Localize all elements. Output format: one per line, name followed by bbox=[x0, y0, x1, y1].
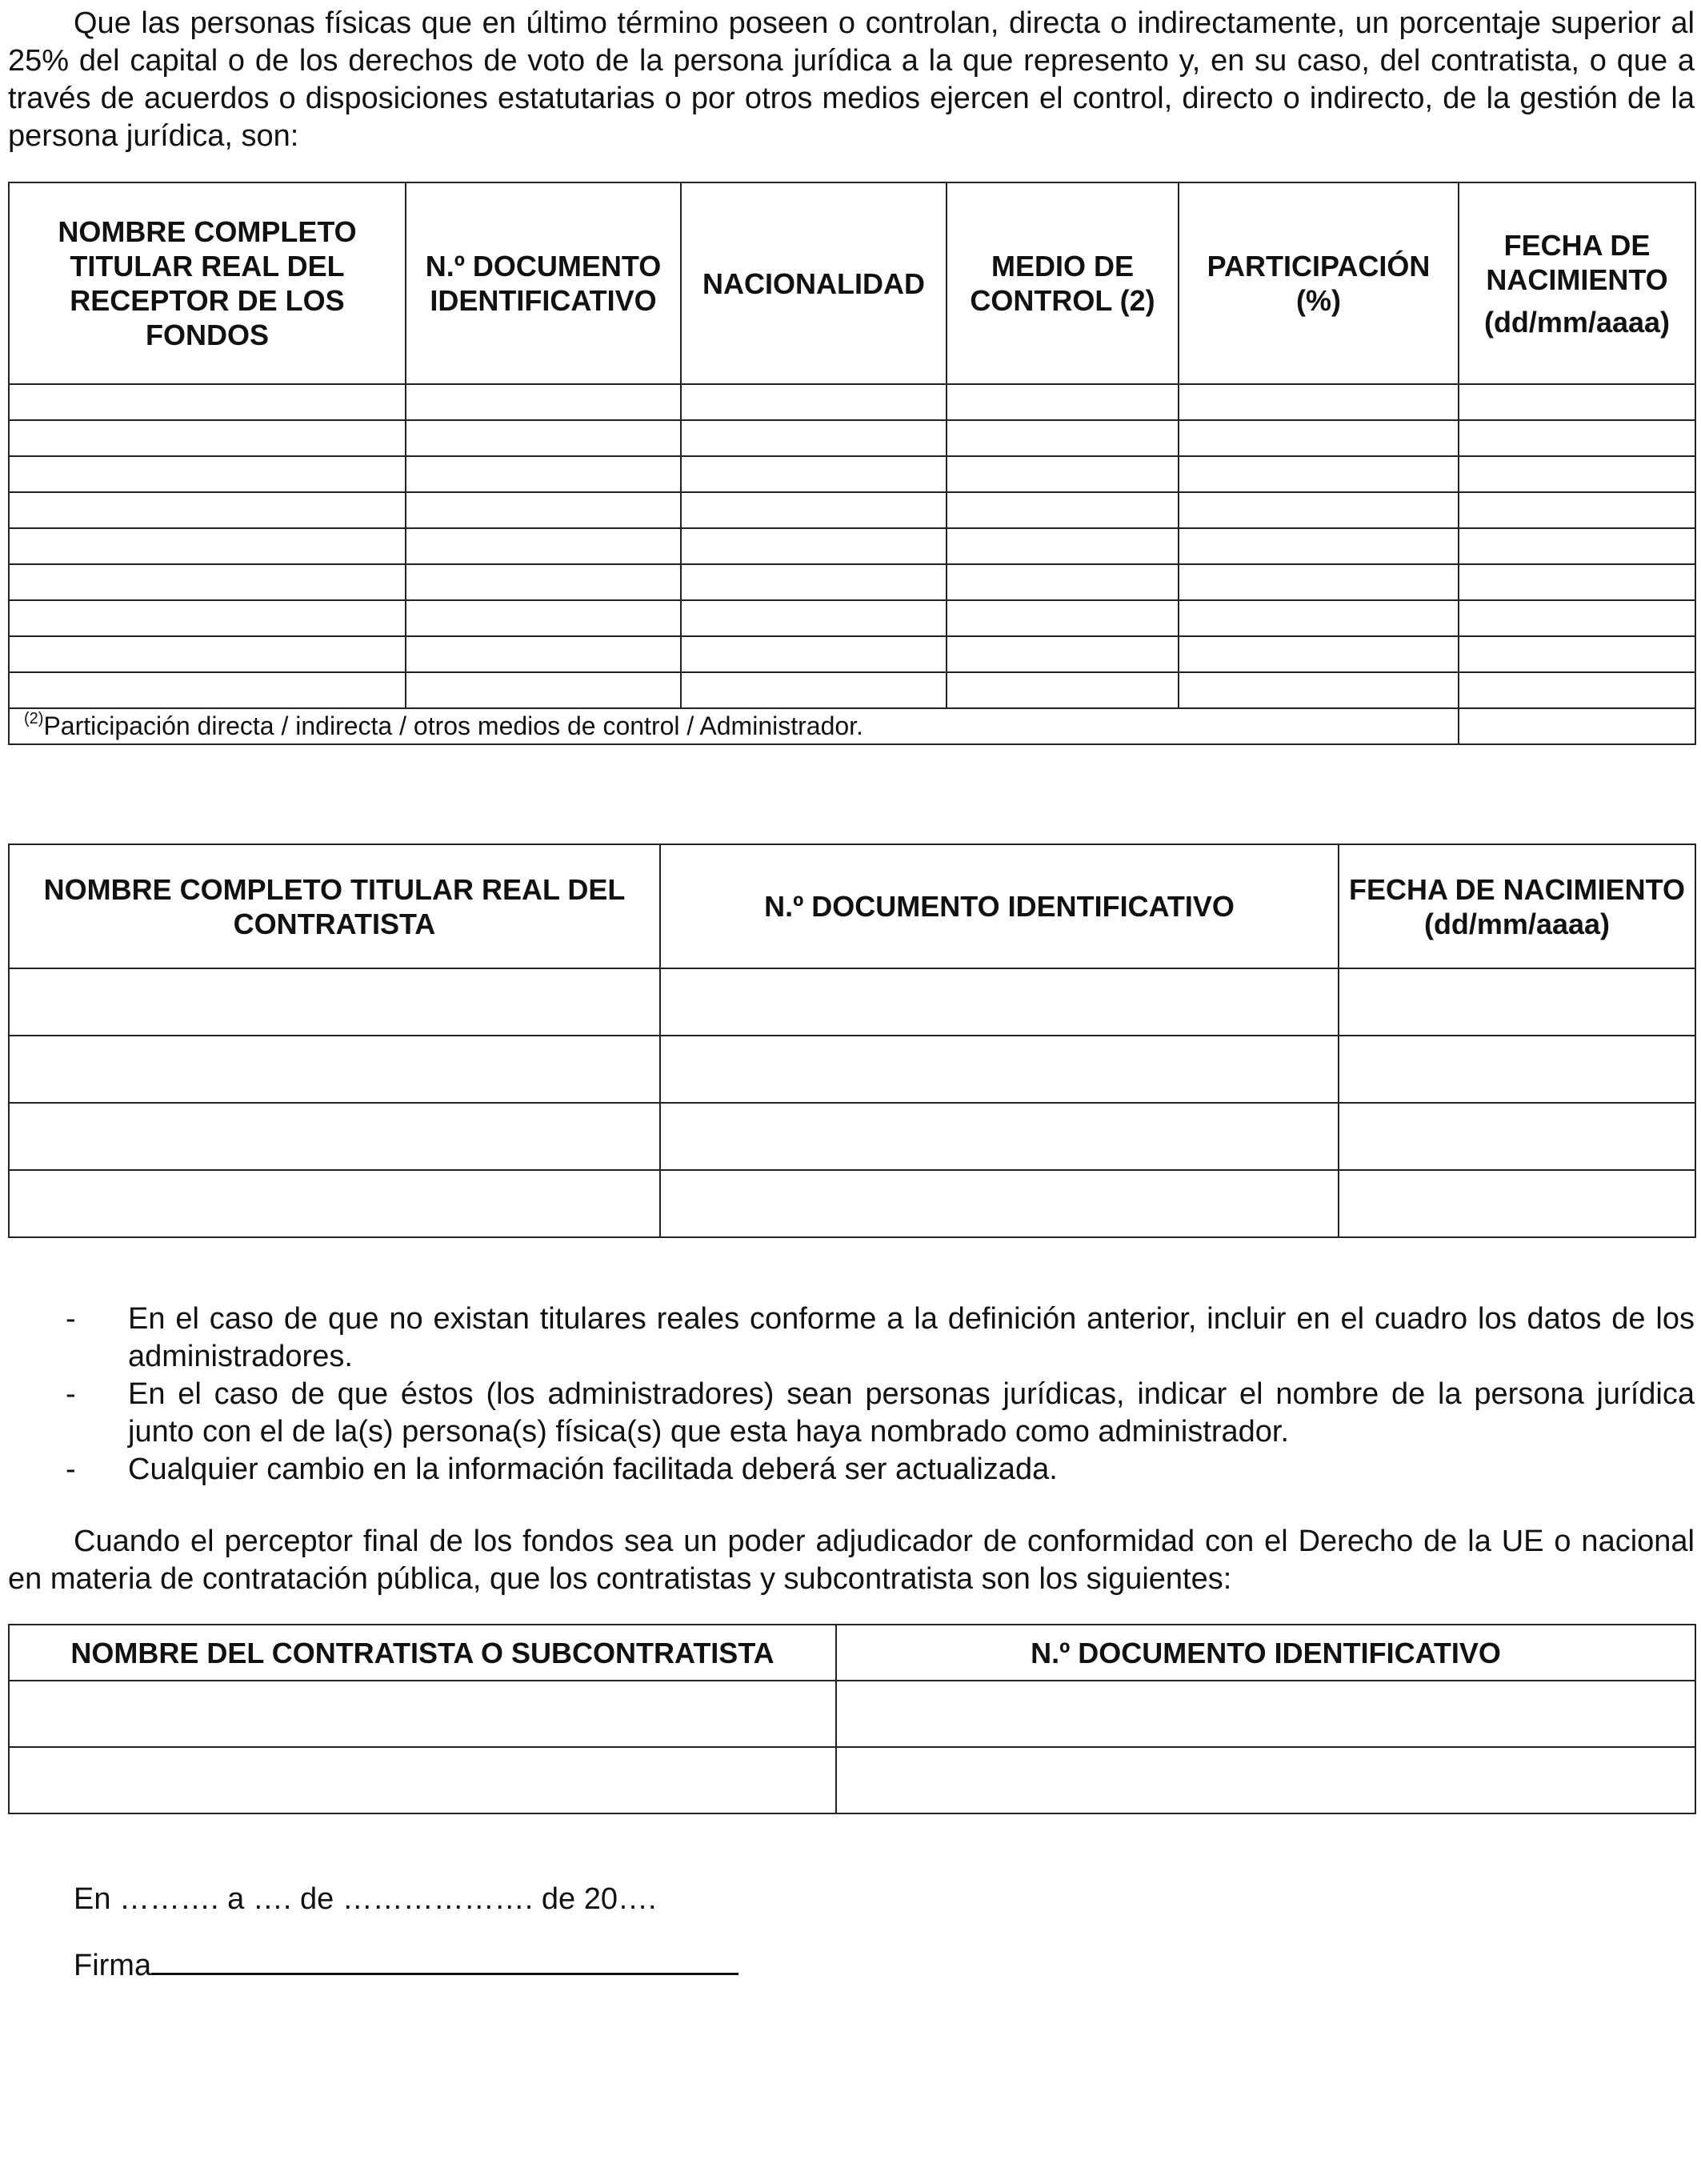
list-item: - En el caso de que no existan titulares reales conforme a la definición anterior, incluir en el cuadro los datos de los administradores. bbox=[66, 1302, 1695, 1373]
footnote-empty-cell bbox=[1459, 708, 1695, 744]
header-documento: N.º DOCUMENTO IDENTIFICATIVO bbox=[836, 1625, 1695, 1681]
header-nombre-contratista: NOMBRE COMPLETO TITULAR REAL DEL CONTRATISTA bbox=[9, 844, 660, 968]
contractors-paragraph: Cuando el perceptor final de los fondos sea un poder adjudicador de conformidad con el Derecho de la UE o nacional en materia de contratación pública, que los contratistas y subcontratista son los siguientes: bbox=[8, 1525, 1695, 1596]
cell-nombre-input[interactable] bbox=[9, 968, 660, 1036]
intro-paragraph: Que las personas físicas que en último término poseen o controlan, directa o indirectamente, un porcentaje superior al 25% del capital o de los derechos de voto de la persona jurídica a la que represento y, en su caso, del contratista, o que a través de acuerdos o disposiciones estatutarias o por otros medios ejercen el control, directo o indirecto, de la gestión de la persona jurídica, son: bbox=[8, 6, 1695, 153]
cell-nombre-input[interactable] bbox=[9, 672, 406, 708]
cell-medio-input[interactable] bbox=[947, 420, 1179, 456]
list-item: - En el caso de que éstos (los administradores) sean personas jurídicas, indicar el nombre de la persona jurídica junto con el de la(s) persona(s) física(s) que esta haya nombrado como administrador. bbox=[66, 1377, 1695, 1449]
cell-participacion-input[interactable] bbox=[1179, 672, 1459, 708]
cell-fecha-input[interactable] bbox=[1459, 600, 1695, 636]
cell-medio-input[interactable] bbox=[947, 600, 1179, 636]
cell-nombre-input[interactable] bbox=[9, 600, 406, 636]
header-fecha-nacimiento: FECHA DE NACIMIENTO (dd/mm/aaaa) bbox=[1459, 182, 1695, 384]
header-fecha-nacimiento: FECHA DE NACIMIENTO (dd/mm/aaaa) bbox=[1339, 844, 1695, 968]
cell-documento-input[interactable] bbox=[406, 636, 681, 672]
table-row bbox=[9, 456, 1695, 492]
cell-medio-input[interactable] bbox=[947, 564, 1179, 600]
cell-documento-input[interactable] bbox=[836, 1747, 1695, 1813]
cell-nombre-input[interactable] bbox=[9, 1036, 660, 1103]
cell-fecha-input[interactable] bbox=[1459, 384, 1695, 420]
cell-nombre-input[interactable] bbox=[9, 528, 406, 564]
cell-documento-input[interactable] bbox=[660, 968, 1339, 1036]
cell-participacion-input[interactable] bbox=[1179, 384, 1459, 420]
cell-nombre-input[interactable] bbox=[9, 1747, 836, 1813]
cell-medio-input[interactable] bbox=[947, 456, 1179, 492]
cell-documento-input[interactable] bbox=[406, 384, 681, 420]
cell-fecha-input[interactable] bbox=[1459, 456, 1695, 492]
cell-nombre-input[interactable] bbox=[9, 1681, 836, 1747]
cell-participacion-input[interactable] bbox=[1179, 456, 1459, 492]
cell-nacionalidad-input[interactable] bbox=[681, 384, 947, 420]
cell-documento-input[interactable] bbox=[406, 564, 681, 600]
cell-nacionalidad-input[interactable] bbox=[681, 492, 947, 528]
cell-medio-input[interactable] bbox=[947, 384, 1179, 420]
table-header-row bbox=[9, 844, 1695, 968]
cell-fecha-input[interactable] bbox=[1459, 636, 1695, 672]
cell-documento-input[interactable] bbox=[406, 672, 681, 708]
cell-documento-input[interactable] bbox=[406, 600, 681, 636]
cell-documento-input[interactable] bbox=[660, 1036, 1339, 1103]
table-row bbox=[9, 1681, 1695, 1747]
cell-fecha-input[interactable] bbox=[1459, 492, 1695, 528]
table-row bbox=[9, 1036, 1695, 1103]
date-line: En ………. a …. de ………………. de 20…. bbox=[74, 1882, 657, 1916]
cell-nombre-input[interactable] bbox=[9, 1103, 660, 1170]
cell-fecha-input[interactable] bbox=[1339, 1170, 1695, 1237]
cell-nombre-input[interactable] bbox=[9, 420, 406, 456]
beneficial-owners-recipient-table bbox=[8, 182, 1696, 745]
table-header-row bbox=[9, 182, 1695, 384]
table-row bbox=[9, 672, 1695, 708]
cell-documento-input[interactable] bbox=[660, 1170, 1339, 1237]
cell-documento-input[interactable] bbox=[836, 1681, 1695, 1747]
table-row bbox=[9, 636, 1695, 672]
header-nacionalidad: NACIONALIDAD bbox=[681, 182, 947, 384]
cell-nombre-input[interactable] bbox=[9, 636, 406, 672]
cell-fecha-input[interactable] bbox=[1459, 528, 1695, 564]
signature-line: Firma bbox=[74, 1946, 738, 1985]
cell-medio-input[interactable] bbox=[947, 672, 1179, 708]
cell-nombre-input[interactable] bbox=[9, 492, 406, 528]
cell-documento-input[interactable] bbox=[406, 456, 681, 492]
table-row bbox=[9, 600, 1695, 636]
table-row bbox=[9, 384, 1695, 420]
cell-nacionalidad-input[interactable] bbox=[681, 456, 947, 492]
cell-documento-input[interactable] bbox=[406, 420, 681, 456]
cell-fecha-input[interactable] bbox=[1459, 672, 1695, 708]
table-row bbox=[9, 492, 1695, 528]
cell-nacionalidad-input[interactable] bbox=[681, 600, 947, 636]
cell-nombre-input[interactable] bbox=[9, 384, 406, 420]
list-item: - Cualquier cambio en la información facilitada deberá ser actualizada. bbox=[66, 1453, 1058, 1486]
cell-participacion-input[interactable] bbox=[1179, 420, 1459, 456]
cell-nacionalidad-input[interactable] bbox=[681, 528, 947, 564]
cell-nombre-input[interactable] bbox=[9, 1170, 660, 1237]
cell-fecha-input[interactable] bbox=[1339, 1103, 1695, 1170]
cell-fecha-input[interactable] bbox=[1459, 564, 1695, 600]
table-row bbox=[9, 564, 1695, 600]
cell-participacion-input[interactable] bbox=[1179, 600, 1459, 636]
beneficial-owners-contractor-table bbox=[8, 844, 1696, 1238]
header-participacion: PARTICIPACIÓN (%) bbox=[1179, 182, 1459, 384]
cell-medio-input[interactable] bbox=[947, 636, 1179, 672]
table-header-row bbox=[9, 1625, 1695, 1681]
cell-documento-input[interactable] bbox=[406, 528, 681, 564]
header-nombre-contratista: NOMBRE DEL CONTRATISTA O SUBCONTRATISTA bbox=[9, 1625, 836, 1681]
header-documento: N.º DOCUMENTO IDENTIFICATIVO bbox=[660, 844, 1339, 968]
header-medio-control: MEDIO DE CONTROL (2) bbox=[947, 182, 1179, 384]
table-row bbox=[9, 420, 1695, 456]
cell-nombre-input[interactable] bbox=[9, 564, 406, 600]
cell-medio-input[interactable] bbox=[947, 528, 1179, 564]
cell-nacionalidad-input[interactable] bbox=[681, 420, 947, 456]
cell-nombre-input[interactable] bbox=[9, 456, 406, 492]
header-documento: N.º DOCUMENTO IDENTIFICATIVO bbox=[406, 182, 681, 384]
cell-fecha-input[interactable] bbox=[1459, 420, 1695, 456]
signature-field[interactable] bbox=[151, 1946, 738, 1975]
footnote-row bbox=[9, 708, 1695, 744]
notes-list bbox=[0, 1300, 1695, 1489]
table-row bbox=[9, 528, 1695, 564]
cell-participacion-input[interactable] bbox=[1179, 492, 1459, 528]
cell-participacion-input[interactable] bbox=[1179, 564, 1459, 600]
footnote: $^{(2)}$Participación directa / indirecta / otros medios de control / Administrador. bbox=[9, 708, 1459, 744]
cell-nacionalidad-input[interactable] bbox=[681, 636, 947, 672]
table-row bbox=[9, 1747, 1695, 1813]
cell-participacion-input[interactable] bbox=[1179, 528, 1459, 564]
cell-documento-input[interactable] bbox=[406, 492, 681, 528]
cell-fecha-input[interactable] bbox=[1339, 968, 1695, 1036]
table-row bbox=[9, 1170, 1695, 1237]
cell-nacionalidad-input[interactable] bbox=[681, 564, 947, 600]
cell-documento-input[interactable] bbox=[660, 1103, 1339, 1170]
cell-fecha-input[interactable] bbox=[1339, 1036, 1695, 1103]
header-nombre-receptor: NOMBRE COMPLETO TITULAR REAL DEL RECEPTOR DE LOS FONDOS bbox=[9, 182, 406, 384]
cell-participacion-input[interactable] bbox=[1179, 636, 1459, 672]
contractors-table bbox=[8, 1624, 1696, 1814]
table-row bbox=[9, 1103, 1695, 1170]
cell-nacionalidad-input[interactable] bbox=[681, 672, 947, 708]
cell-medio-input[interactable] bbox=[947, 492, 1179, 528]
table-row bbox=[9, 968, 1695, 1036]
